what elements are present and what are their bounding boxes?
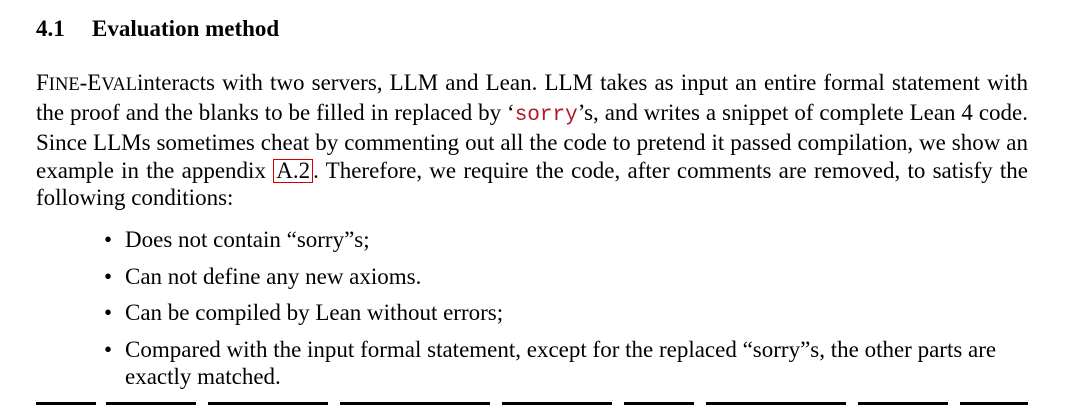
paragraph-text-2: ’s, and writes a snippet of complete Lean 4 code. Since LLMs sometimes cheat by commenting out all the code to pretend it passed compilation, we show an example in the appendix	[36, 100, 1028, 183]
inline-code-sorry: sorry	[514, 104, 578, 128]
method-name: FINE-EVAL	[36, 70, 137, 95]
list-item-text: Can not define any new axioms.	[125, 263, 422, 289]
bullet-icon: •	[104, 263, 113, 289]
conditions-list	[104, 226, 1028, 400]
list-item	[104, 299, 1028, 326]
body-paragraph	[36, 69, 1028, 211]
list-item-text: Does not contain “sorry”s;	[125, 227, 370, 252]
appendix-reference-link[interactable]: A.2	[273, 159, 313, 183]
section-heading	[36, 16, 279, 42]
list-item-text: Can be compiled by Lean without errors;	[125, 300, 504, 326]
cut-off-text-line	[36, 402, 1028, 414]
paragraph-text-3: . Therefore, we require the code, after comments are removed, to satisfy the following conditions:	[36, 157, 1028, 210]
list-item-text: Compared with the input formal statement, except for the replaced “sorry”s, the other parts are exactly matched.	[125, 337, 997, 390]
list-item	[104, 263, 1028, 290]
paragraph-text-1: interacts with two servers, LLM and Lean. LLM takes as input an entire formal statement with the proof and the blanks to be filled in replaced by ‘	[36, 70, 1028, 126]
list-item	[104, 226, 1028, 253]
list-item	[104, 336, 1028, 390]
bullet-icon: •	[104, 227, 113, 252]
bullet-icon: •	[104, 337, 113, 363]
section-title: Evaluation method	[92, 16, 280, 41]
section-number: 4.1	[36, 16, 65, 41]
bullet-icon: •	[104, 300, 113, 326]
